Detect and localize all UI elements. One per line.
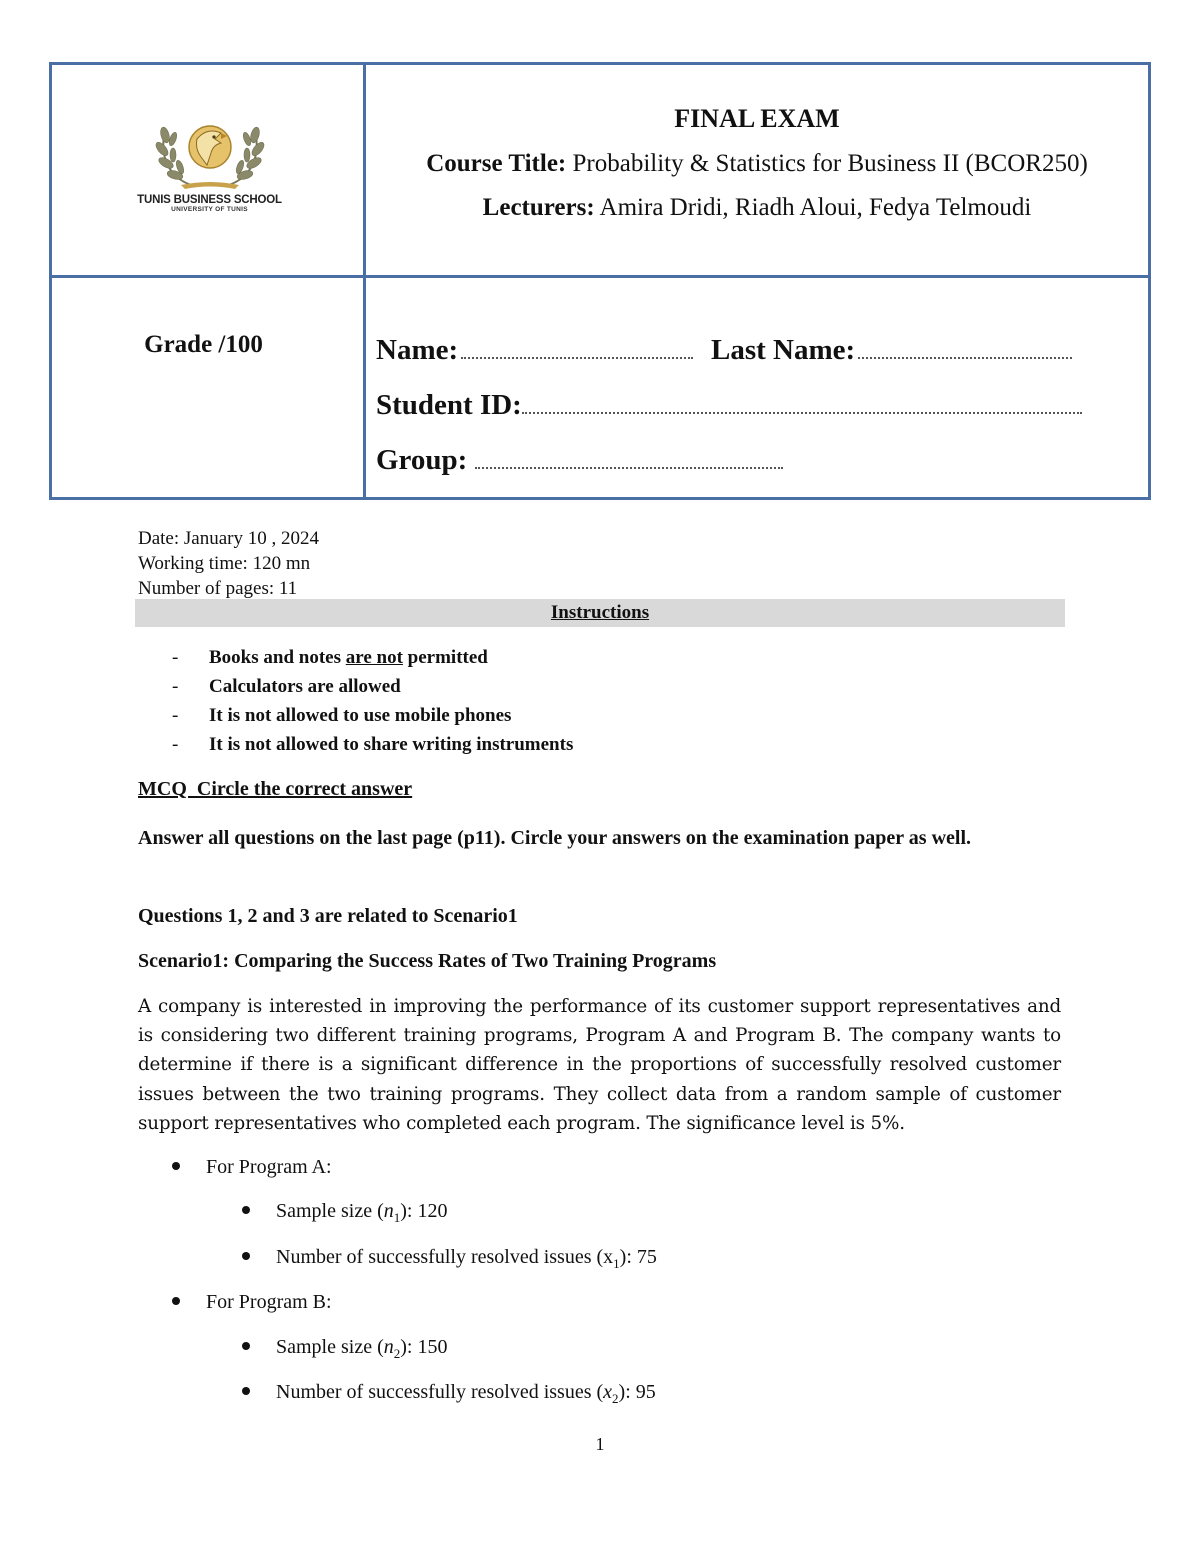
instructions-heading: Instructions: [550, 602, 650, 623]
last-name-blank[interactable]: [858, 356, 1072, 359]
student-id-blank[interactable]: [522, 411, 1082, 414]
logo-cell: [51, 64, 365, 277]
program-a-resolved: Number of successfully resolved issues $(x_1)$: 75: [242, 1246, 657, 1272]
student-info-cell: [365, 277, 1150, 499]
name-blank[interactable]: [461, 356, 693, 359]
scenario-description: A company is interested in improving the performance of its customer support representatives and is considering two different training programs, Program A and Program B. The company wants to determine if there is a significant difference in the proportions of successfully resolved customer issues between the two training programs. They collect data from a random sample of customer support representatives who completed each program. The significance level is 5%.: [138, 996, 1061, 1134]
student-id-field[interactable]: [376, 389, 1082, 422]
logo-school-name: TUNIS BUSINESS SCHOOL: [137, 194, 282, 206]
lecturers-label: Lecturers:: [482, 194, 595, 221]
exam-title: FINAL EXAM: [674, 104, 840, 133]
program-b-sample-size: Sample size $(n_2)$: 150: [242, 1336, 447, 1362]
school-logo: [132, 109, 287, 213]
questions-reference: Questions 1, 2 and 3 are related to Scenario1: [138, 905, 518, 927]
instruction-item: - Calculators are allowed: [172, 676, 401, 697]
answer-note: Answer all questions on the last page (p11). Circle your answers on the examination paper as well.: [138, 827, 971, 849]
bullet-icon: [242, 1206, 250, 1214]
program-a-item: For Program A:: [172, 1156, 332, 1179]
last-name-field[interactable]: [711, 334, 1072, 367]
bullet-icon: [242, 1252, 250, 1260]
lecturers-line: [366, 194, 1148, 222]
logo-university-name: UNIVERSITY OF TUNIS: [171, 206, 248, 213]
group-field[interactable]: [376, 444, 783, 477]
working-time: Working time: 120 mn: [138, 553, 311, 574]
course-title-label: Course Title:: [426, 150, 567, 177]
course-title-value: Probability & Statistics for Business II (BCOR250): [566, 150, 1088, 177]
name-field[interactable]: [376, 334, 693, 367]
bullet-icon: [172, 1297, 180, 1305]
grade-cell: [51, 277, 365, 499]
lecturers-value: Amira Dridi, Riadh Aloui, Fedya Telmoudi: [594, 194, 1032, 221]
scenario-title: Scenario1: Comparing the Success Rates of Two Training Programs: [138, 950, 717, 972]
bullet-icon: [242, 1387, 250, 1395]
mcq-heading: MCQ Circle the correct answer: [138, 778, 413, 800]
exam-date: Date: January 10 , 2024: [138, 528, 319, 549]
instruction-item: - It is not allowed to use mobile phones: [172, 705, 512, 726]
instruction-item: - It is not allowed to share writing instruments: [172, 734, 574, 755]
instructions-list: [172, 643, 573, 759]
instruction-item: - Books and notes are not permitted: [172, 647, 488, 668]
grade-label: Grade /100: [144, 331, 263, 359]
eagle-laurel-emblem-icon: [151, 109, 269, 193]
name-label: Name:: [376, 334, 459, 367]
last-name-label: Last Name:: [711, 334, 856, 367]
exam-header-table: [49, 62, 1151, 500]
course-title-line: [366, 150, 1148, 178]
program-a-sample-size: Sample size $(n_1)$: 120: [242, 1200, 447, 1226]
number-of-pages: Number of pages: 11: [138, 578, 298, 599]
title-cell: [365, 64, 1150, 277]
group-blank[interactable]: [475, 466, 783, 469]
page-number: 1: [595, 1434, 605, 1454]
instruction-emphasis: are not: [345, 647, 403, 668]
student-id-label: Student ID:: [376, 389, 522, 422]
program-b-resolved: Number of successfully resolved issues $(x_2)$: 95: [242, 1381, 656, 1407]
group-label: Group:: [376, 444, 468, 477]
bullet-icon: [242, 1342, 250, 1350]
instructions-heading-bar: [135, 599, 1065, 627]
program-b-item: For Program B:: [172, 1291, 332, 1314]
bullet-icon: [172, 1162, 180, 1170]
